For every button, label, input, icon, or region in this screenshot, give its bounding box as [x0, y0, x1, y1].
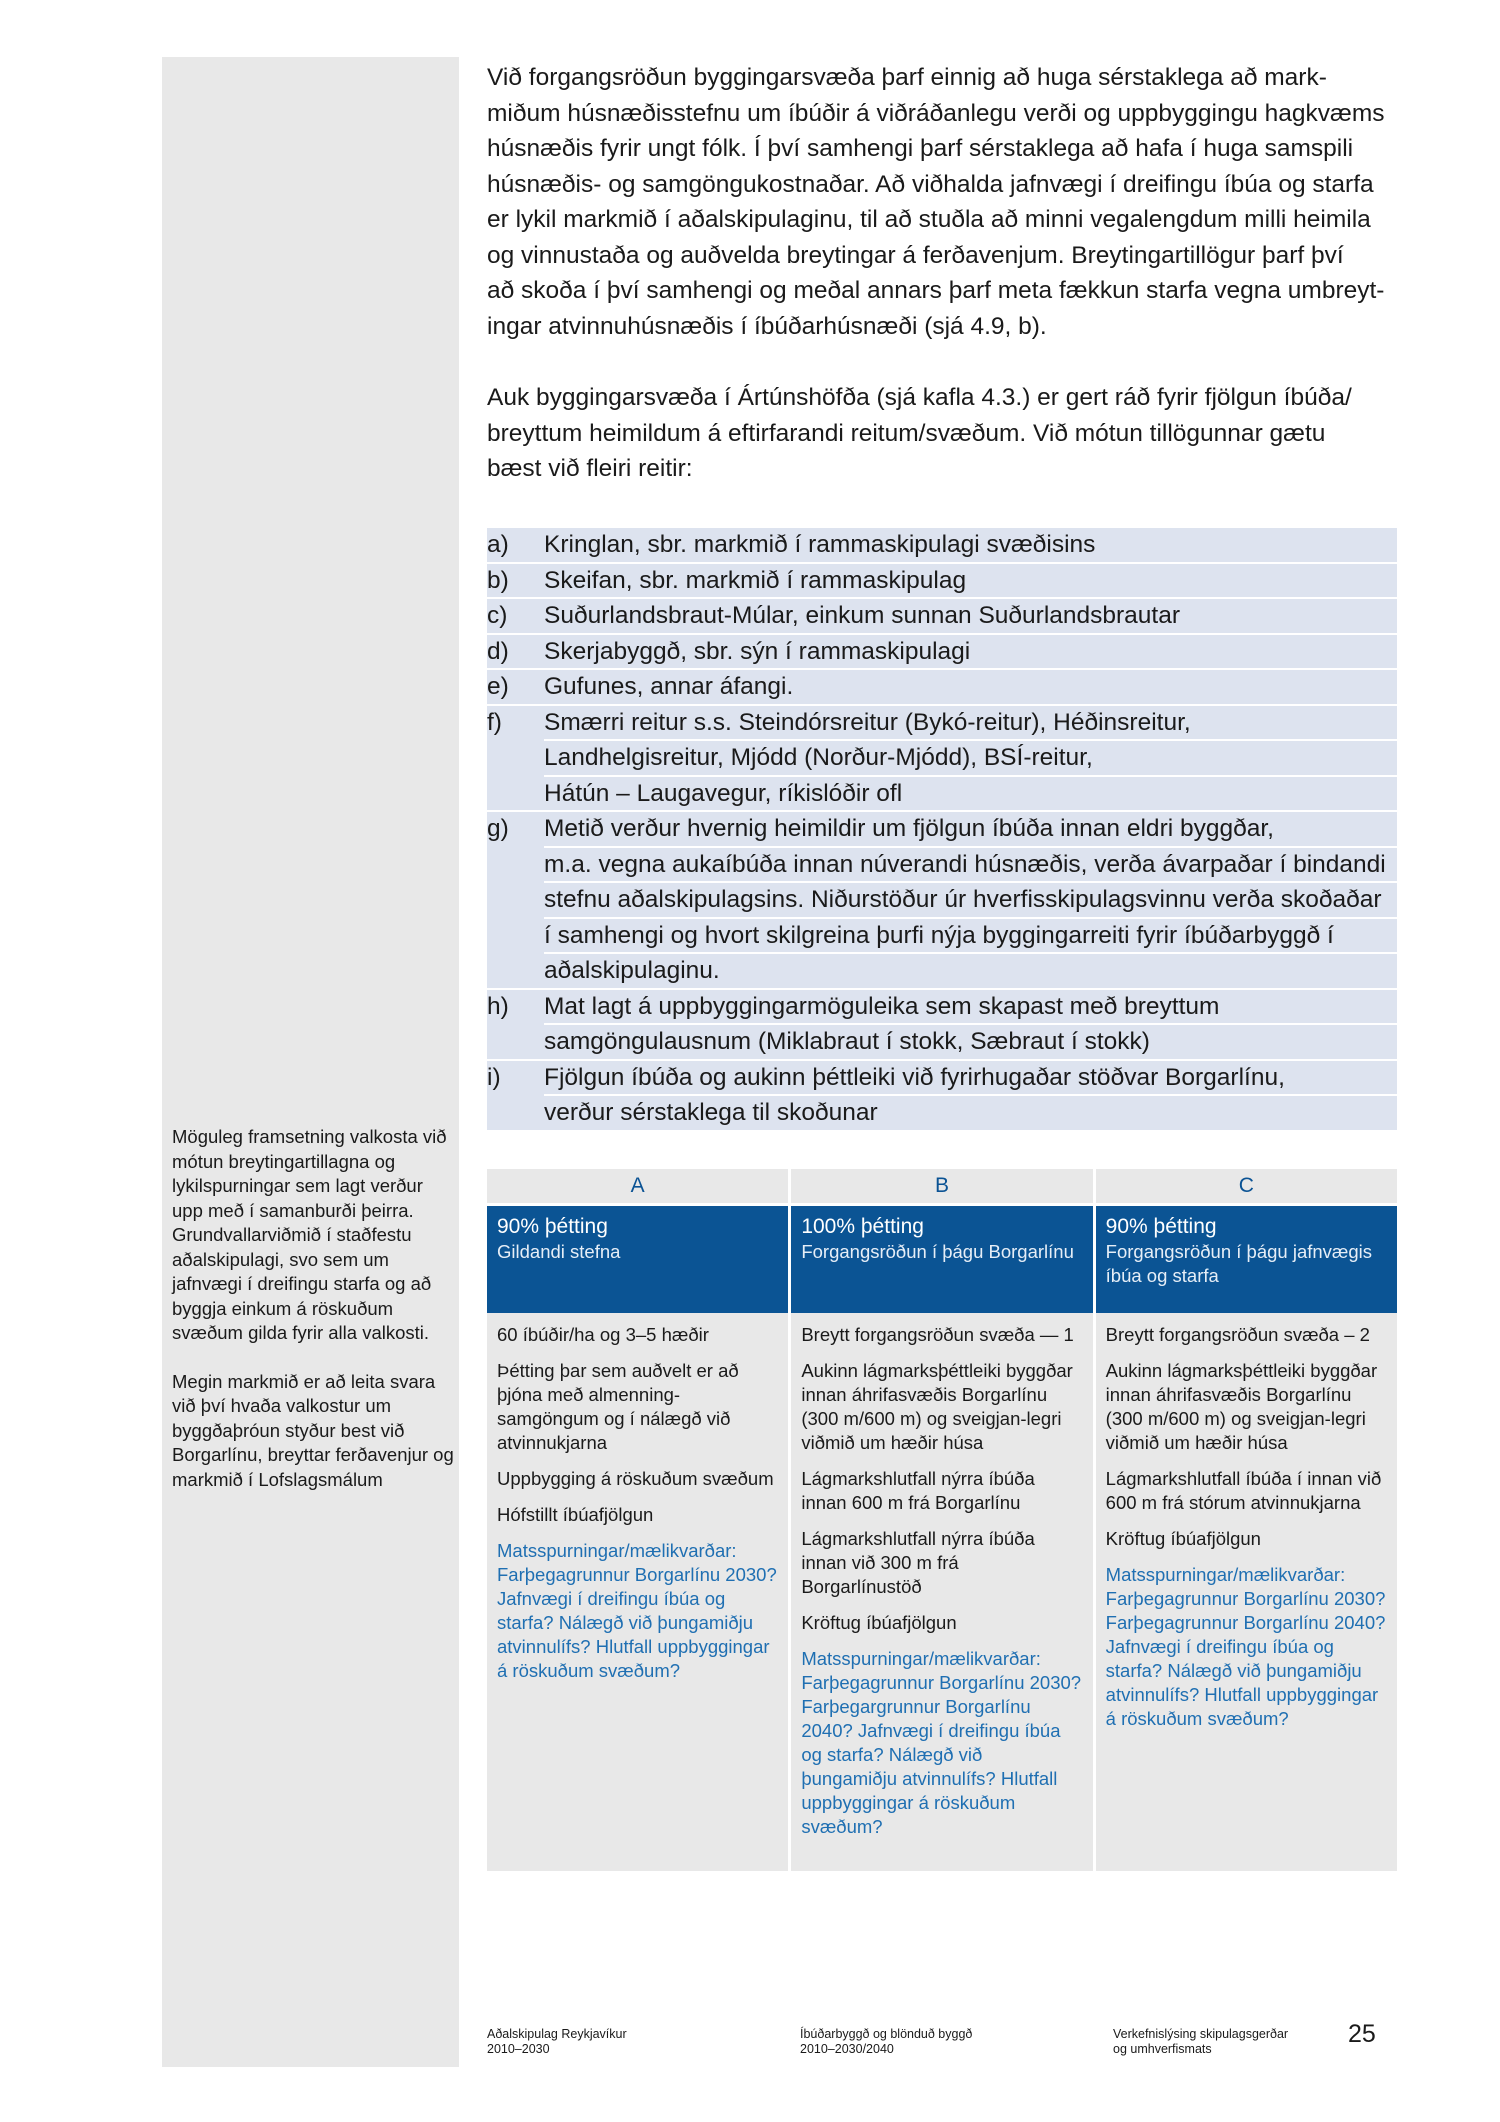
- list-letter: c): [487, 602, 508, 629]
- list-line: m.a. vegna aukaíbúða innan núverandi húsnæðis, verða ávarpaðar í bindandi: [544, 848, 1397, 884]
- list-letter: a): [487, 531, 509, 558]
- footer-line: Aðalskipulag Reykjavíkur: [487, 2027, 627, 2041]
- list-letter: b): [487, 566, 509, 594]
- column-subtitle: Gildandi stefna: [497, 1241, 621, 1262]
- list-line: Skerjabyggð, sbr. sýn í rammaskipulagi: [544, 637, 971, 665]
- column-item: 60 íbúðir/ha og 3–5 hæðir: [497, 1324, 709, 1345]
- column-header-band: [487, 1203, 788, 1313]
- text-line: Við forgangsröðun byggingarsvæða þarf einnig að huga sérstaklega að mark-: [487, 64, 1327, 91]
- column-item: Uppbygging á röskuðum svæðum: [497, 1468, 774, 1489]
- text-line: húsnæðis fyrir ungt fólk. Í því samhengi þarf sérstaklega að hafa í huga samspili: [487, 135, 1354, 162]
- list-line: Fjölgun íbúða og aukinn þéttleiki við fyrirhugaðar stöðvar Borgarlínu,: [544, 1061, 1397, 1097]
- list-line: Kringlan, sbr. markmið í rammaskipulagi svæðisins: [544, 531, 1096, 558]
- column-subtitle: Forgangsröðun í þágu jafnvægis íbúa og starfa: [1105, 1241, 1373, 1286]
- footer-document: [1113, 2027, 1288, 2057]
- footer-section: [800, 2027, 972, 2057]
- footer-line: 2010–2030/2040: [800, 2042, 894, 2056]
- column-title: 90% þétting: [1105, 1215, 1217, 1238]
- sidebar-panel: [162, 57, 459, 2067]
- list-letter: d): [487, 637, 509, 665]
- list-line: Skeifan, sbr. markmið í rammaskipulag: [544, 566, 967, 594]
- list-line: Gufunes, annar áfangi.: [544, 673, 794, 700]
- sidebar-note-2: Megin markmið er að leita svara við því hvaða valkostur um byggðaþróun styður best við Borgarlínu, breyttar ferðavenjur og markmið í Lofslagsmálum: [172, 1370, 454, 1490]
- list-line: Landhelgisreitur, Mjódd (Norður-Mjódd), BSÍ-reitur,: [544, 741, 1397, 777]
- column-item: Lágmarkshlutfall nýrra íbúða innan 600 m frá Borgarlínu: [801, 1468, 1035, 1513]
- column-item: Kröftug íbúafjölgun: [1105, 1528, 1261, 1549]
- column-title: 100% þétting: [801, 1215, 924, 1238]
- list-line: Smærri reitur s.s. Steindórsreitur (Bykó-reitur), Héðinsreitur,: [544, 706, 1397, 742]
- list-item: [487, 564, 1397, 598]
- list-letter: g): [487, 815, 509, 842]
- footer-line: Íbúðarbyggð og blönduð byggð: [800, 2027, 973, 2041]
- list-line: Hátún – Laugavegur, ríkislóðir ofl: [544, 779, 903, 807]
- column-questions: Matsspurningar/mælikvarðar: Farþegagrunnur Borgarlínu 2030? Farþegagrunnur Borgarlínu 2040? Jafnvægi í dreifingu íbúa og starfa? Nálægð við þungamiðju atvinnulífs? Hlutfall uppbyggingar á röskuðum svæðum?: [1105, 1564, 1386, 1729]
- paragraph-2: [487, 380, 1397, 487]
- page-number: 25: [1348, 2020, 1376, 2048]
- column-header-band: [1096, 1203, 1397, 1313]
- text-line: Auk byggingarsvæða í Ártúnshöfða (sjá kafla 4.3.) er gert ráð fyrir fjölgun íbúða/: [487, 384, 1352, 411]
- list-item: [487, 599, 1397, 633]
- column-item: Breytt forgangsröðun svæða — 1: [801, 1324, 1074, 1345]
- text-line: húsnæðis- og samgöngukostnaðar. Að viðhalda jafnvægi í dreifingu íbúa og starfa: [487, 170, 1374, 198]
- footer-line: og umhverfismats: [1113, 2042, 1212, 2056]
- main-text: [487, 60, 1397, 487]
- column-body: [1096, 1313, 1397, 1743]
- column-item: Þétting þar sem auðvelt er að þjóna með almenning-samgöngum og í nálægð við atvinnukjarna: [497, 1360, 739, 1453]
- text-line: er lykil markmið í aðalskipulaginu, til að stuðla að minni vegalengdum milli heimila: [487, 206, 1371, 233]
- text-line: bæst við fleiri reitir:: [487, 455, 693, 482]
- list-line: samgöngulausnum (Miklabraut í stokk, Sæbraut í stokk): [544, 1028, 1150, 1055]
- paragraph-1: [487, 60, 1397, 344]
- column-item: Hófstillt íbúafjölgun: [497, 1504, 654, 1525]
- list-item: [487, 706, 1397, 811]
- scenario-column-a: [487, 1169, 788, 1871]
- column-label: C: [1096, 1169, 1397, 1203]
- list-letter: f): [487, 708, 502, 736]
- list-letter: h): [487, 992, 509, 1020]
- footer-publication: [487, 2027, 627, 2057]
- footer-line: 2010–2030: [487, 2042, 550, 2056]
- text-line: miðum húsnæðisstefnu um íbúðir á viðráðanlegu verði og uppbyggingu hagkvæms: [487, 99, 1385, 127]
- sidebar-note-1: Möguleg framsetning valkosta við mótun breytingartillagna og lykilspurningar sem lagt verður upp með í samanburði þeirra. Grundvallarviðmið í staðfestu aðalskipulagi, svo sem um jafnvægi í dreifingu starfa og að byggja einkum á röskuðum svæðum gilda fyrir alla valkosti.: [172, 1126, 447, 1343]
- column-item: Kröftug íbúafjölgun: [801, 1612, 957, 1633]
- text-line: ingar atvinnuhúsnæðis í íbúðarhúsnæði (sjá 4.9, b).: [487, 312, 1047, 340]
- list-item: [487, 528, 1397, 562]
- list-line: í samhengi og hvort skilgreina þurfi nýja byggingarreiti fyrir íbúðarbyggð í: [544, 919, 1397, 955]
- list-item: [487, 670, 1397, 704]
- column-label: A: [487, 1169, 788, 1203]
- column-questions: Matsspurningar/mælikvarðar: Farþegagrunnur Borgarlínu 2030? Farþegargrunnur Borgarlínu 2040? Jafnvægi í dreifingu íbúa og starfa? Nálægð við þungamiðju atvinnulífs? Hlutfall uppbyggingar á röskuðum svæðum?: [801, 1648, 1082, 1837]
- list-item: [487, 990, 1397, 1059]
- list-line: Metið verður hvernig heimildir um fjölgun íbúða innan eldri byggðar,: [544, 812, 1397, 848]
- list-line: verður sérstaklega til skoðunar: [544, 1099, 878, 1126]
- list-item: [487, 812, 1397, 988]
- text-line: og vinnustaða og auðvelda breytingar á ferðavenjum. Breytingartillögur þarf því: [487, 241, 1344, 269]
- list-item: [487, 635, 1397, 669]
- column-body: [791, 1313, 1092, 1851]
- column-item: Aukinn lágmarksþéttleiki byggðar innan áhrifasvæðis Borgarlínu (300 m/600 m) og sveigjan-legri viðmið um hæðir húsa: [1105, 1360, 1378, 1453]
- column-item: Aukinn lágmarksþéttleiki byggðar innan áhrifasvæðis Borgarlínu (300 m/600 m) og sveigjan-legri viðmið um hæðir húsa: [801, 1360, 1073, 1453]
- sidebar-notes: [172, 1125, 457, 1516]
- text-line: að skoða í því samhengi og meðal annars þarf meta fækkun starfa vegna umbreyt-: [487, 277, 1385, 304]
- column-item: Lágmarkshlutfall íbúða í innan við 600 m frá stórum atvinnukjarna: [1105, 1468, 1382, 1513]
- column-body: [487, 1313, 788, 1695]
- site-list: [487, 528, 1397, 1132]
- column-label: B: [791, 1169, 1092, 1203]
- column-header-band: [791, 1203, 1092, 1313]
- scenario-comparison-table: [487, 1169, 1397, 1871]
- column-item: Breytt forgangsröðun svæða – 2: [1105, 1324, 1370, 1345]
- footer-line: Verkefnislýsing skipulagsgerðar: [1113, 2027, 1289, 2041]
- column-questions: Matsspurningar/mælikvarðar: Farþegagrunnur Borgarlínu 2030? Jafnvægi í dreifingu íbúa og starfa? Nálægð við þungamiðju atvinnulífs? Hlutfall uppbyggingar á röskuðum svæðum?: [497, 1540, 777, 1681]
- column-subtitle: Forgangsröðun í þágu Borgarlínu: [801, 1241, 1074, 1262]
- column-title: 90% þétting: [497, 1215, 608, 1238]
- text-line: breyttum heimildum á eftirfarandi reitum/svæðum. Við mótun tillögunnar gætu: [487, 419, 1326, 447]
- list-line: Suðurlandsbraut-Múlar, einkum sunnan Suðurlandsbrautar: [544, 602, 1181, 629]
- list-line: Mat lagt á uppbyggingarmöguleika sem skapast með breyttum: [544, 990, 1397, 1026]
- list-line: stefnu aðalskipulagsins. Niðurstöður úr hverfisskipulagsvinnu verða skoðaðar: [544, 883, 1397, 919]
- list-item: [487, 1061, 1397, 1130]
- list-letter: i): [487, 1063, 501, 1091]
- list-line: aðalskipulaginu.: [544, 957, 720, 984]
- column-item: Lágmarkshlutfall nýrra íbúða innan við 300 m frá Borgarlínustöð: [801, 1528, 1035, 1597]
- list-letter: e): [487, 673, 509, 700]
- scenario-column-b: [791, 1169, 1092, 1871]
- scenario-column-c: [1096, 1169, 1397, 1871]
